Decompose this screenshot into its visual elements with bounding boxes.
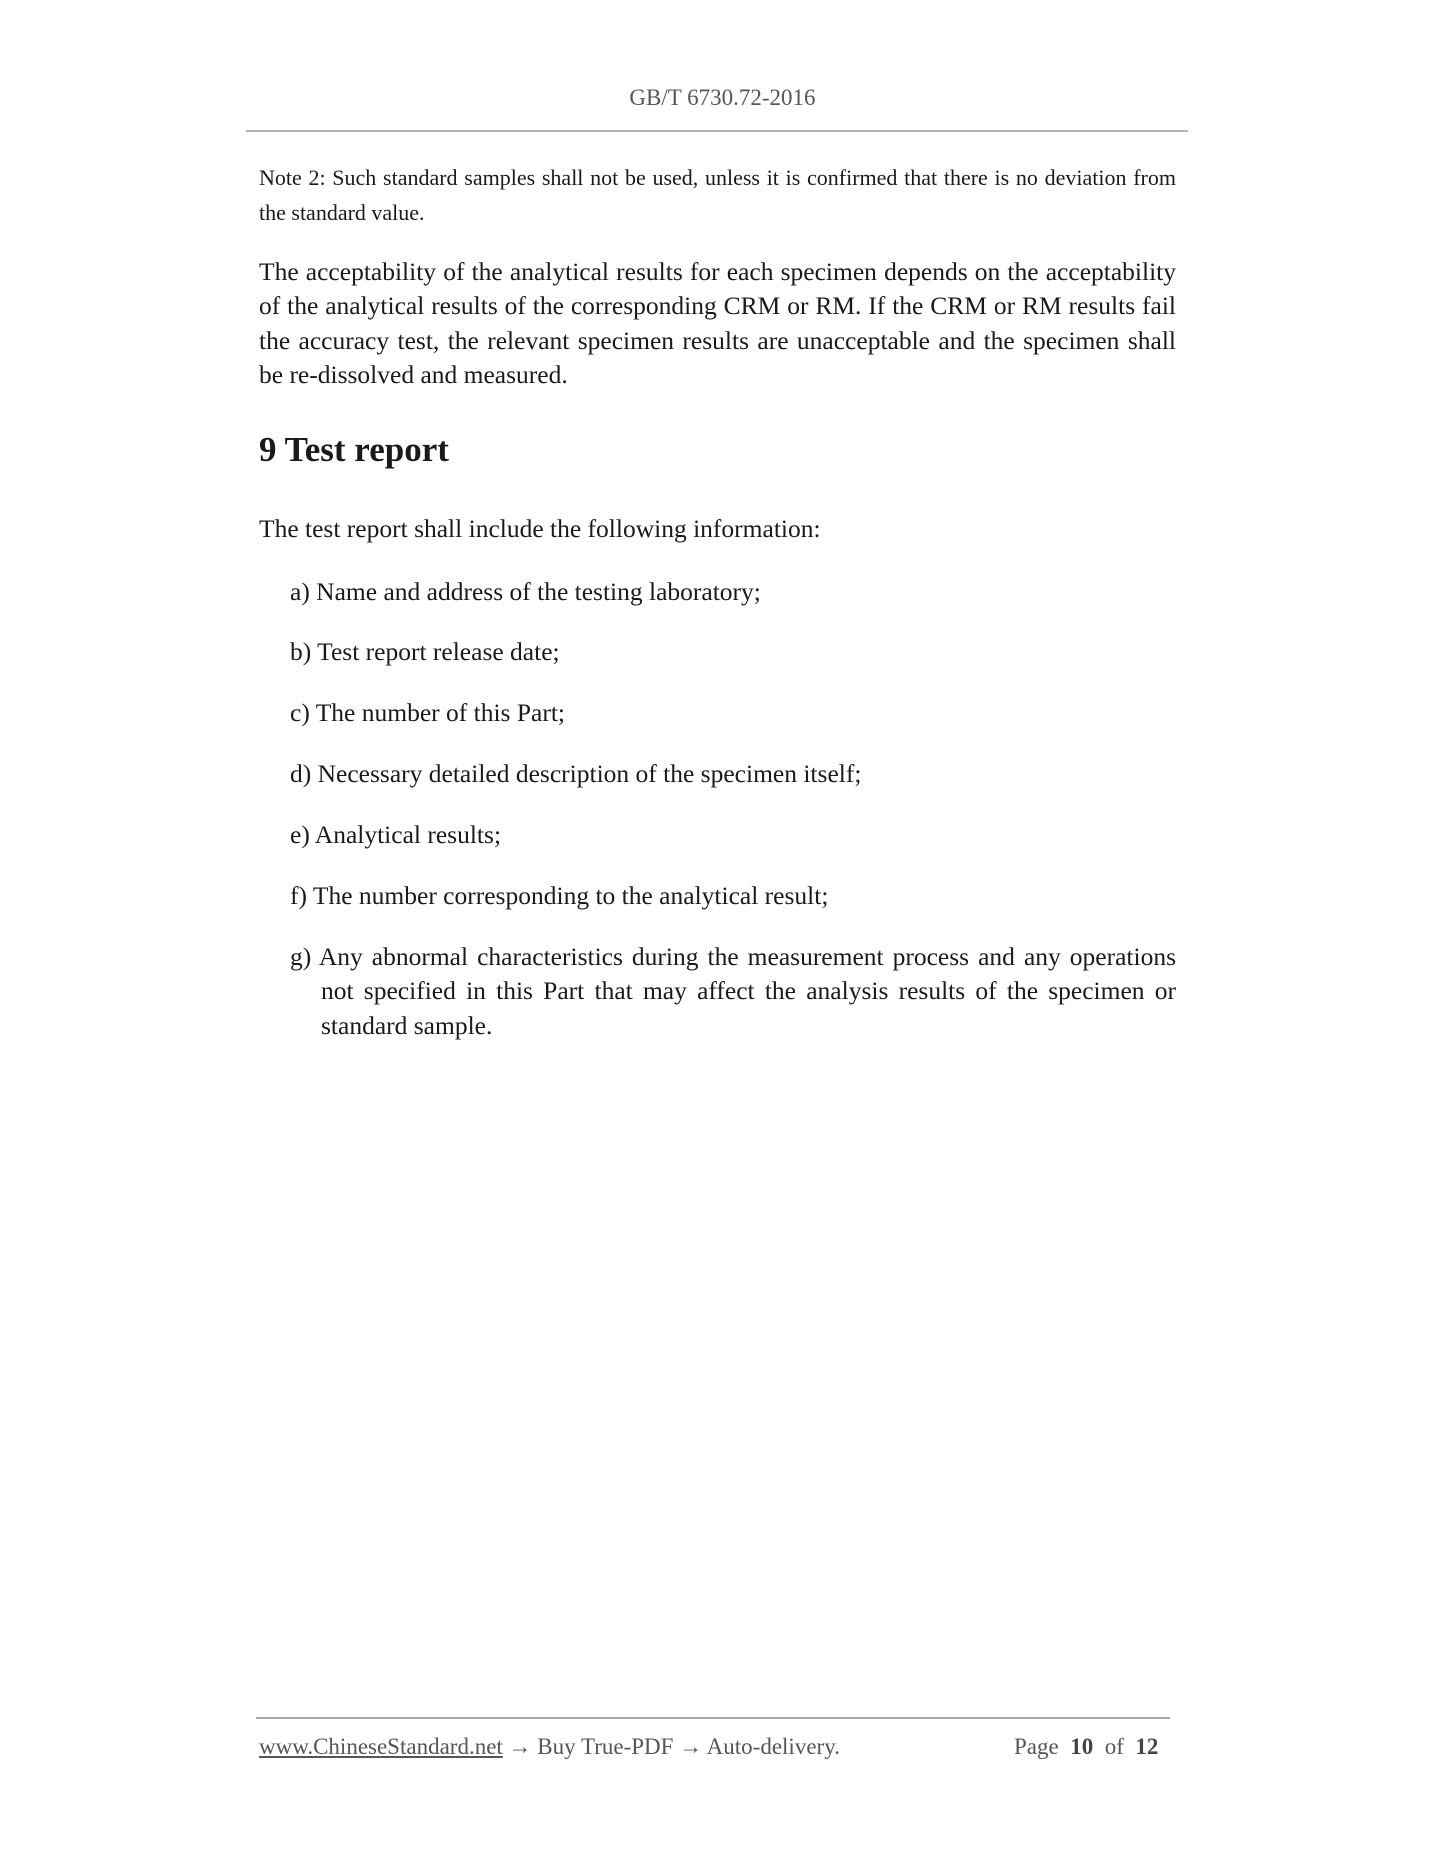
website-link[interactable]: www.ChineseStandard.net (259, 1734, 503, 1759)
list-item: c) The number of this Part; (290, 698, 566, 727)
arrow-right-icon: → (679, 1734, 703, 1759)
list-item: d) Necessary detailed description of the specimen itself; (290, 759, 862, 788)
footer-promo (259, 1734, 840, 1760)
list-item: e) Analytical results; (290, 820, 502, 849)
document-header: GB/T 6730.72-2016 (629, 85, 816, 110)
arrow-right-icon: → (508, 1734, 532, 1759)
footer-divider (256, 1717, 1170, 1719)
list-item: g) Any abnormal characteristics during the measurement process and any operations not specified in this Part that may affect the analysis results of the specimen or standard sample. (290, 942, 1176, 1040)
of-label: of (1104, 1734, 1124, 1759)
buy-text: Buy True-PDF (537, 1734, 674, 1759)
current-page: 10 (1070, 1734, 1094, 1759)
page-number (1014, 1734, 1158, 1760)
list-item: a) Name and address of the testing laboratory; (290, 577, 761, 606)
header-divider (246, 130, 1188, 132)
list-item: f) The number corresponding to the analytical result; (290, 881, 829, 910)
list-item: b) Test report release date; (290, 637, 560, 666)
total-pages: 12 (1135, 1734, 1159, 1759)
page-label: Page (1014, 1734, 1059, 1759)
acceptability-paragraph: The acceptability of the analytical results for each specimen depends on the acceptability of the analytical results of the corresponding CRM or RM. If the CRM or RM results fail the accuracy test, the relevant specimen results are unacceptable and the specimen shall be re-dissolved and measured. (259, 257, 1176, 389)
delivery-text: Auto-delivery. (706, 1734, 840, 1759)
note-2: Note 2: Such standard samples shall not be used, unless it is confirmed that there is no deviation from the standard value. (259, 165, 1176, 225)
section-intro: The test report shall include the following information: (259, 514, 821, 543)
section-heading: 9 Test report (259, 430, 449, 469)
